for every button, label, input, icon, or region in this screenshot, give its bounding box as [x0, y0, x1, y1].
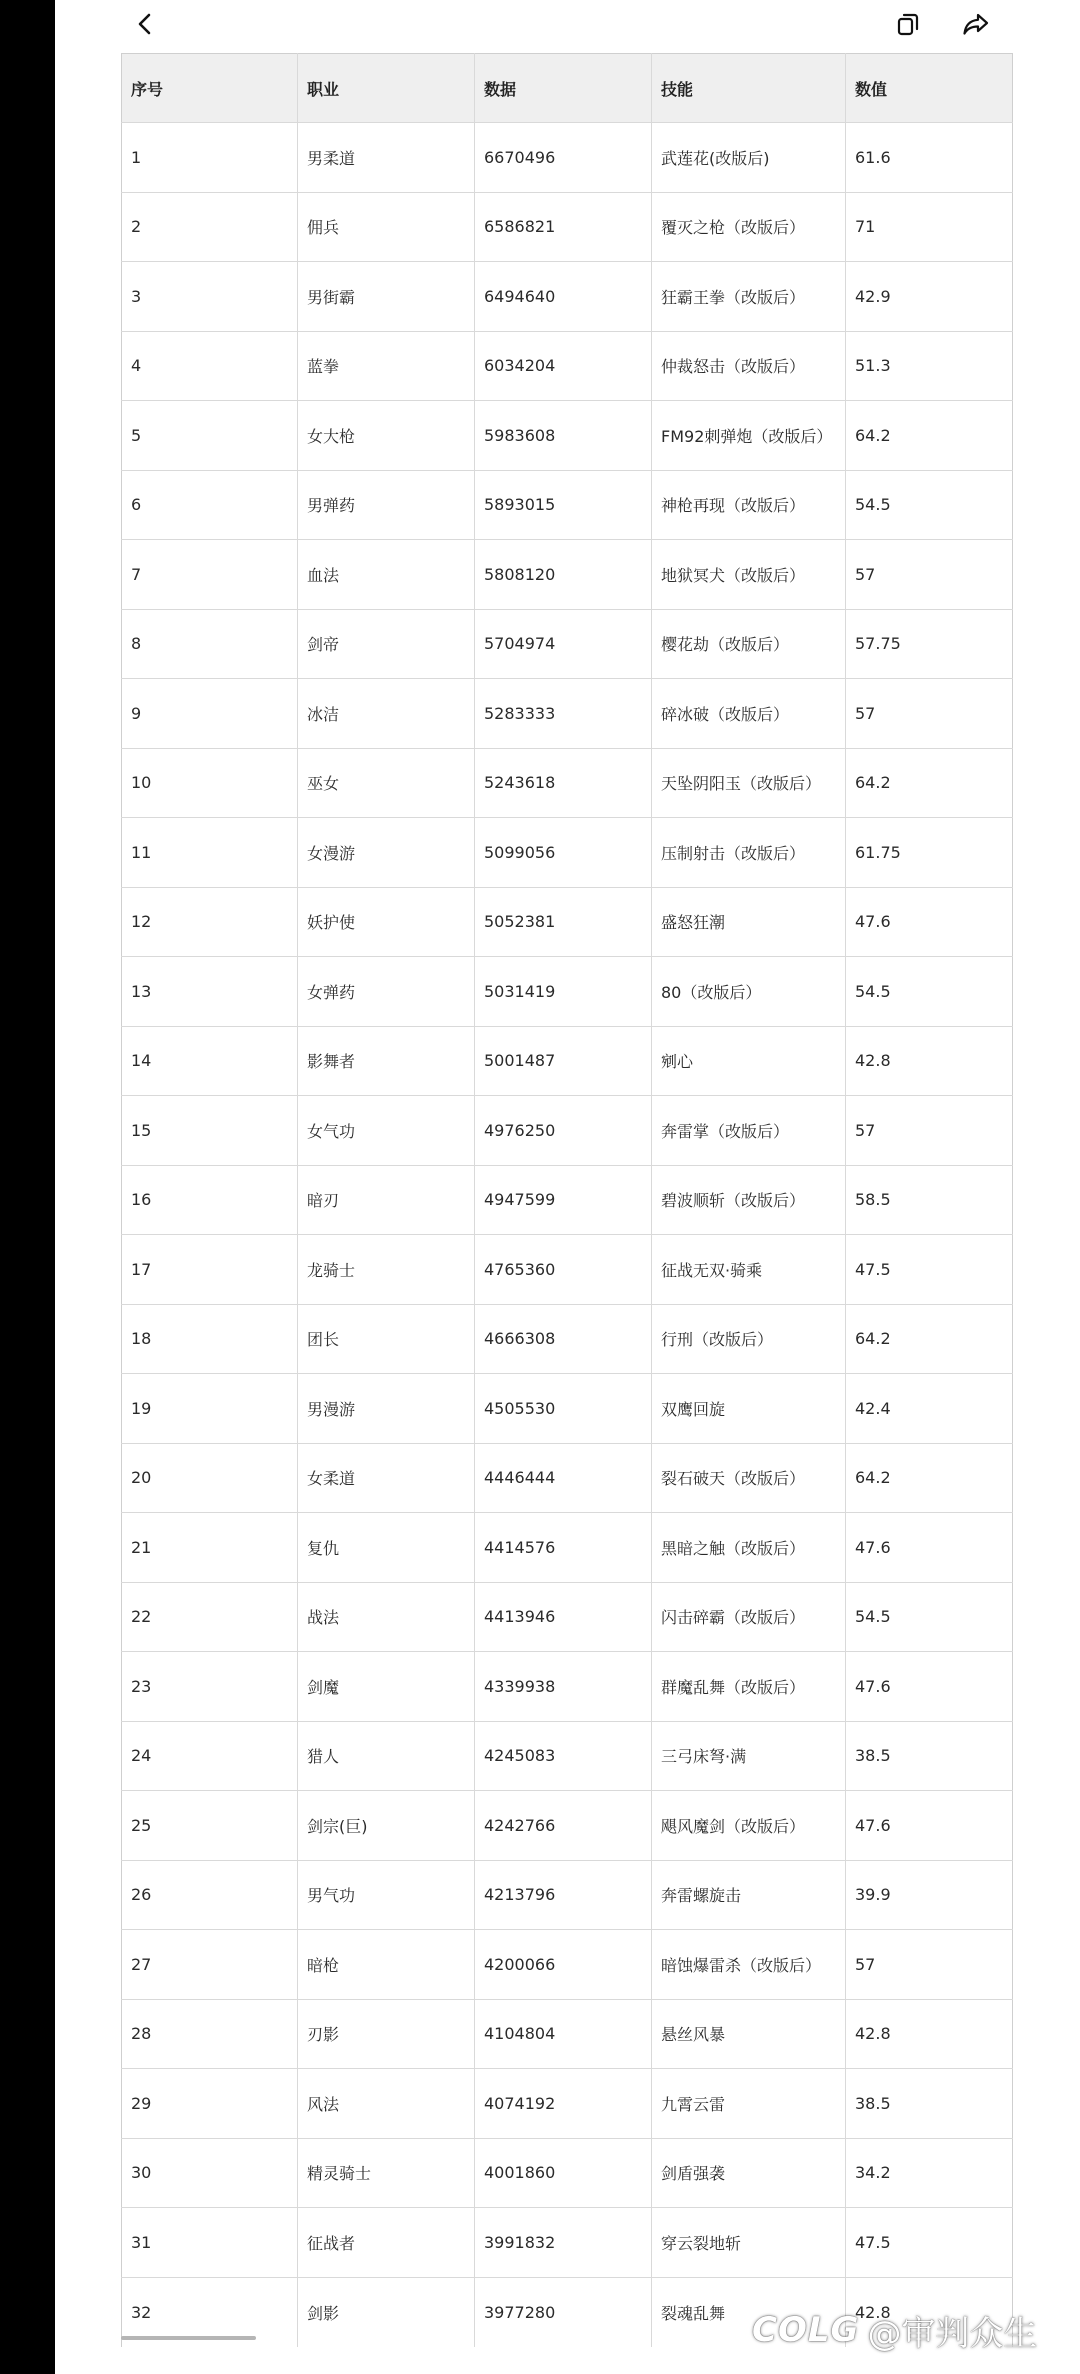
cell-class: 刃影 — [298, 1999, 475, 2069]
cell-value: 38.5 — [846, 2069, 1013, 2139]
cell-value: 61.6 — [846, 123, 1013, 193]
cell-value: 54.5 — [846, 957, 1013, 1027]
cell-index: 28 — [122, 1999, 298, 2069]
cell-data: 4446444 — [475, 1443, 652, 1513]
cell-skill: 暗蚀爆雷杀（改版后） — [652, 1930, 846, 2000]
cell-skill: 悬丝风暴 — [652, 1999, 846, 2069]
cell-skill: 双鹰回旋 — [652, 1374, 846, 1444]
cell-skill: 三弓床弩·满 — [652, 1721, 846, 1791]
table-row — [122, 192, 1013, 262]
cell-data: 5099056 — [475, 818, 652, 888]
cell-data: 4666308 — [475, 1304, 652, 1374]
cell-index: 1 — [122, 123, 298, 193]
cell-index: 14 — [122, 1026, 298, 1096]
cell-class: 佣兵 — [298, 192, 475, 262]
cell-class: 女柔道 — [298, 1443, 475, 1513]
cell-skill: 裂魂乱舞 — [652, 2277, 846, 2347]
watermark-handle: @审判众生 — [867, 2313, 1038, 2354]
cell-value: 39.9 — [846, 1860, 1013, 1930]
cell-class: 剑影 — [298, 2277, 475, 2347]
cell-data: 4074192 — [475, 2069, 652, 2139]
cell-class: 女大枪 — [298, 401, 475, 471]
cell-class: 男柔道 — [298, 123, 475, 193]
cell-value: 47.5 — [846, 1235, 1013, 1305]
cell-index: 2 — [122, 192, 298, 262]
header-class: 职业 — [298, 54, 475, 123]
cell-index: 6 — [122, 470, 298, 540]
header-data: 数据 — [475, 54, 652, 123]
cell-data: 6586821 — [475, 192, 652, 262]
table-header-row — [122, 54, 1013, 123]
table-row — [122, 1513, 1013, 1583]
cell-index: 4 — [122, 331, 298, 401]
table-row — [122, 1999, 1013, 2069]
cell-index: 8 — [122, 609, 298, 679]
cell-skill: 地狱冥犬（改版后） — [652, 540, 846, 610]
cell-class: 巫女 — [298, 748, 475, 818]
table-row — [122, 679, 1013, 749]
cell-index: 25 — [122, 1791, 298, 1861]
cell-class: 战法 — [298, 1582, 475, 1652]
cell-data: 5704974 — [475, 609, 652, 679]
cell-skill: 行刑（改版后） — [652, 1304, 846, 1374]
cell-class: 团长 — [298, 1304, 475, 1374]
cell-value: 51.3 — [846, 331, 1013, 401]
cell-data: 5031419 — [475, 957, 652, 1027]
header-index: 序号 — [122, 54, 298, 123]
cell-value: 64.2 — [846, 1443, 1013, 1513]
table-row — [122, 262, 1013, 332]
cell-value: 47.6 — [846, 1652, 1013, 1722]
table-row — [122, 748, 1013, 818]
cell-value: 34.2 — [846, 2138, 1013, 2208]
cell-data: 5052381 — [475, 887, 652, 957]
cell-skill: 狂霸王拳（改版后） — [652, 262, 846, 332]
cell-class: 蓝拳 — [298, 331, 475, 401]
cell-class: 男街霸 — [298, 262, 475, 332]
cell-value: 47.6 — [846, 1513, 1013, 1583]
table-row — [122, 2138, 1013, 2208]
cell-index: 32 — [122, 2277, 298, 2347]
share-forward-icon — [961, 10, 991, 38]
table-row — [122, 1374, 1013, 1444]
cell-value: 57 — [846, 1096, 1013, 1166]
cell-class: 女气功 — [298, 1096, 475, 1166]
table-row — [122, 1860, 1013, 1930]
cell-index: 11 — [122, 818, 298, 888]
cell-value: 54.5 — [846, 470, 1013, 540]
cell-index: 22 — [122, 1582, 298, 1652]
cell-class: 猎人 — [298, 1721, 475, 1791]
table-row — [122, 609, 1013, 679]
cell-data: 4213796 — [475, 1860, 652, 1930]
cell-index: 24 — [122, 1721, 298, 1791]
ranking-table-container[interactable] — [121, 53, 1012, 2347]
cell-data: 5001487 — [475, 1026, 652, 1096]
cell-value: 42.8 — [846, 2277, 1013, 2347]
cell-index: 5 — [122, 401, 298, 471]
cell-class: 暗枪 — [298, 1930, 475, 2000]
table-row — [122, 470, 1013, 540]
cell-value: 42.4 — [846, 1374, 1013, 1444]
cell-data: 4413946 — [475, 1582, 652, 1652]
copy-icon — [894, 10, 922, 38]
cell-index: 15 — [122, 1096, 298, 1166]
cell-skill: 奔雷掌（改版后） — [652, 1096, 846, 1166]
cell-skill: 压制射击（改版后） — [652, 818, 846, 888]
cell-skill: 覆灭之枪（改版后） — [652, 192, 846, 262]
cell-skill: 穿云裂地斩 — [652, 2208, 846, 2278]
cell-skill: FM92刺弹炮（改版后） — [652, 401, 846, 471]
cell-data: 5983608 — [475, 401, 652, 471]
cell-class: 剑魔 — [298, 1652, 475, 1722]
cell-value: 47.6 — [846, 1791, 1013, 1861]
cell-value: 64.2 — [846, 748, 1013, 818]
table-row — [122, 2208, 1013, 2278]
table-row — [122, 1930, 1013, 2000]
cell-skill: 仲裁怒击（改版后） — [652, 331, 846, 401]
cell-skill: 盛怒狂潮 — [652, 887, 846, 957]
horizontal-scroll-indicator[interactable] — [121, 2336, 256, 2340]
table-row — [122, 123, 1013, 193]
cell-index: 9 — [122, 679, 298, 749]
cell-index: 30 — [122, 2138, 298, 2208]
cell-class: 影舞者 — [298, 1026, 475, 1096]
cell-index: 19 — [122, 1374, 298, 1444]
cell-data: 3991832 — [475, 2208, 652, 2278]
cell-data: 5893015 — [475, 470, 652, 540]
cell-class: 血法 — [298, 540, 475, 610]
cell-data: 4245083 — [475, 1721, 652, 1791]
cell-value: 38.5 — [846, 1721, 1013, 1791]
cell-data: 5243618 — [475, 748, 652, 818]
cell-skill: 碎冰破（改版后） — [652, 679, 846, 749]
cell-skill: 裂石破天（改版后） — [652, 1443, 846, 1513]
cell-value: 64.2 — [846, 1304, 1013, 1374]
cell-data: 6494640 — [475, 262, 652, 332]
cell-skill: 奔雷螺旋击 — [652, 1860, 846, 1930]
cell-class: 剑宗(巨) — [298, 1791, 475, 1861]
top-bar — [55, 0, 1080, 54]
table-row — [122, 1026, 1013, 1096]
cell-index: 27 — [122, 1930, 298, 2000]
cell-data: 4765360 — [475, 1235, 652, 1305]
copy-button[interactable] — [884, 0, 932, 48]
cell-index: 31 — [122, 2208, 298, 2278]
cell-skill: 天坠阴阳玉（改版后） — [652, 748, 846, 818]
cell-class: 龙骑士 — [298, 1235, 475, 1305]
back-button[interactable] — [121, 0, 169, 48]
table-row — [122, 331, 1013, 401]
ranking-table — [121, 53, 1013, 2347]
cell-skill: 碧波顺斩（改版后） — [652, 1165, 846, 1235]
cell-class: 风法 — [298, 2069, 475, 2139]
cell-data: 4976250 — [475, 1096, 652, 1166]
cell-class: 精灵骑士 — [298, 2138, 475, 2208]
cell-index: 3 — [122, 262, 298, 332]
cell-index: 16 — [122, 1165, 298, 1235]
table-row — [122, 1096, 1013, 1166]
chevron-left-icon — [131, 10, 159, 38]
cell-index: 23 — [122, 1652, 298, 1722]
left-black-strip — [0, 0, 55, 2374]
cell-data: 4242766 — [475, 1791, 652, 1861]
cell-skill: 樱花劫（改版后） — [652, 609, 846, 679]
cell-class: 男漫游 — [298, 1374, 475, 1444]
cell-data: 5808120 — [475, 540, 652, 610]
cell-skill: 征战无双·骑乘 — [652, 1235, 846, 1305]
cell-class: 女漫游 — [298, 818, 475, 888]
cell-class: 复仇 — [298, 1513, 475, 1583]
cell-value: 61.75 — [846, 818, 1013, 888]
cell-index: 29 — [122, 2069, 298, 2139]
cell-value: 58.5 — [846, 1165, 1013, 1235]
header-value: 数值 — [846, 54, 1013, 123]
cell-skill: 飓风魔剑（改版后） — [652, 1791, 846, 1861]
table-row — [122, 957, 1013, 1027]
cell-data: 4339938 — [475, 1652, 652, 1722]
table-row — [122, 1652, 1013, 1722]
cell-value: 42.9 — [846, 262, 1013, 332]
cell-value: 57.75 — [846, 609, 1013, 679]
cell-value: 42.8 — [846, 1026, 1013, 1096]
table-row — [122, 540, 1013, 610]
cell-data: 6670496 — [475, 123, 652, 193]
cell-index: 26 — [122, 1860, 298, 1930]
table-row — [122, 1721, 1013, 1791]
cell-value: 47.6 — [846, 887, 1013, 957]
cell-class: 暗刃 — [298, 1165, 475, 1235]
table-row — [122, 1791, 1013, 1861]
cell-skill: 神枪再现（改版后） — [652, 470, 846, 540]
cell-value: 42.8 — [846, 1999, 1013, 2069]
header-skill: 技能 — [652, 54, 846, 123]
cell-data: 3977280 — [475, 2277, 652, 2347]
cell-index: 7 — [122, 540, 298, 610]
cell-index: 17 — [122, 1235, 298, 1305]
cell-data: 4414576 — [475, 1513, 652, 1583]
cell-class: 妖护使 — [298, 887, 475, 957]
table-row — [122, 1235, 1013, 1305]
cell-skill: 武莲花(改版后) — [652, 123, 846, 193]
cell-data: 4947599 — [475, 1165, 652, 1235]
table-row — [122, 1304, 1013, 1374]
table-row — [122, 818, 1013, 888]
cell-value: 57 — [846, 1930, 1013, 2000]
cell-skill: 80（改版后） — [652, 957, 846, 1027]
cell-index: 21 — [122, 1513, 298, 1583]
cell-value: 71 — [846, 192, 1013, 262]
cell-index: 20 — [122, 1443, 298, 1513]
cell-data: 6034204 — [475, 331, 652, 401]
cell-data: 4001860 — [475, 2138, 652, 2208]
cell-index: 18 — [122, 1304, 298, 1374]
table-row — [122, 401, 1013, 471]
table-body — [122, 123, 1013, 2347]
cell-value: 54.5 — [846, 1582, 1013, 1652]
cell-index: 13 — [122, 957, 298, 1027]
cell-class: 征战者 — [298, 2208, 475, 2278]
cell-class: 男弹药 — [298, 470, 475, 540]
table-row — [122, 2069, 1013, 2139]
watermark — [752, 2300, 1037, 2360]
cell-data: 5283333 — [475, 679, 652, 749]
cell-value: 47.5 — [846, 2208, 1013, 2278]
cell-skill: 黑暗之触（改版后） — [652, 1513, 846, 1583]
cell-value: 57 — [846, 540, 1013, 610]
share-button[interactable] — [952, 0, 1000, 48]
cell-data: 4200066 — [475, 1930, 652, 2000]
table-row — [122, 1443, 1013, 1513]
cell-class: 冰洁 — [298, 679, 475, 749]
cell-class: 男气功 — [298, 1860, 475, 1930]
cell-value: 64.2 — [846, 401, 1013, 471]
cell-index: 12 — [122, 887, 298, 957]
colg-logo: COLG — [752, 2310, 860, 2350]
cell-skill: 剜心 — [652, 1026, 846, 1096]
cell-data: 4104804 — [475, 1999, 652, 2069]
cell-class: 女弹药 — [298, 957, 475, 1027]
cell-skill: 剑盾强袭 — [652, 2138, 846, 2208]
cell-skill: 闪击碎霸（改版后） — [652, 1582, 846, 1652]
table-row — [122, 887, 1013, 957]
cell-skill: 九霄云雷 — [652, 2069, 846, 2139]
cell-data: 4505530 — [475, 1374, 652, 1444]
cell-value: 57 — [846, 679, 1013, 749]
cell-skill: 群魔乱舞（改版后） — [652, 1652, 846, 1722]
table-row — [122, 1165, 1013, 1235]
cell-class: 剑帝 — [298, 609, 475, 679]
table-row — [122, 1582, 1013, 1652]
cell-index: 10 — [122, 748, 298, 818]
